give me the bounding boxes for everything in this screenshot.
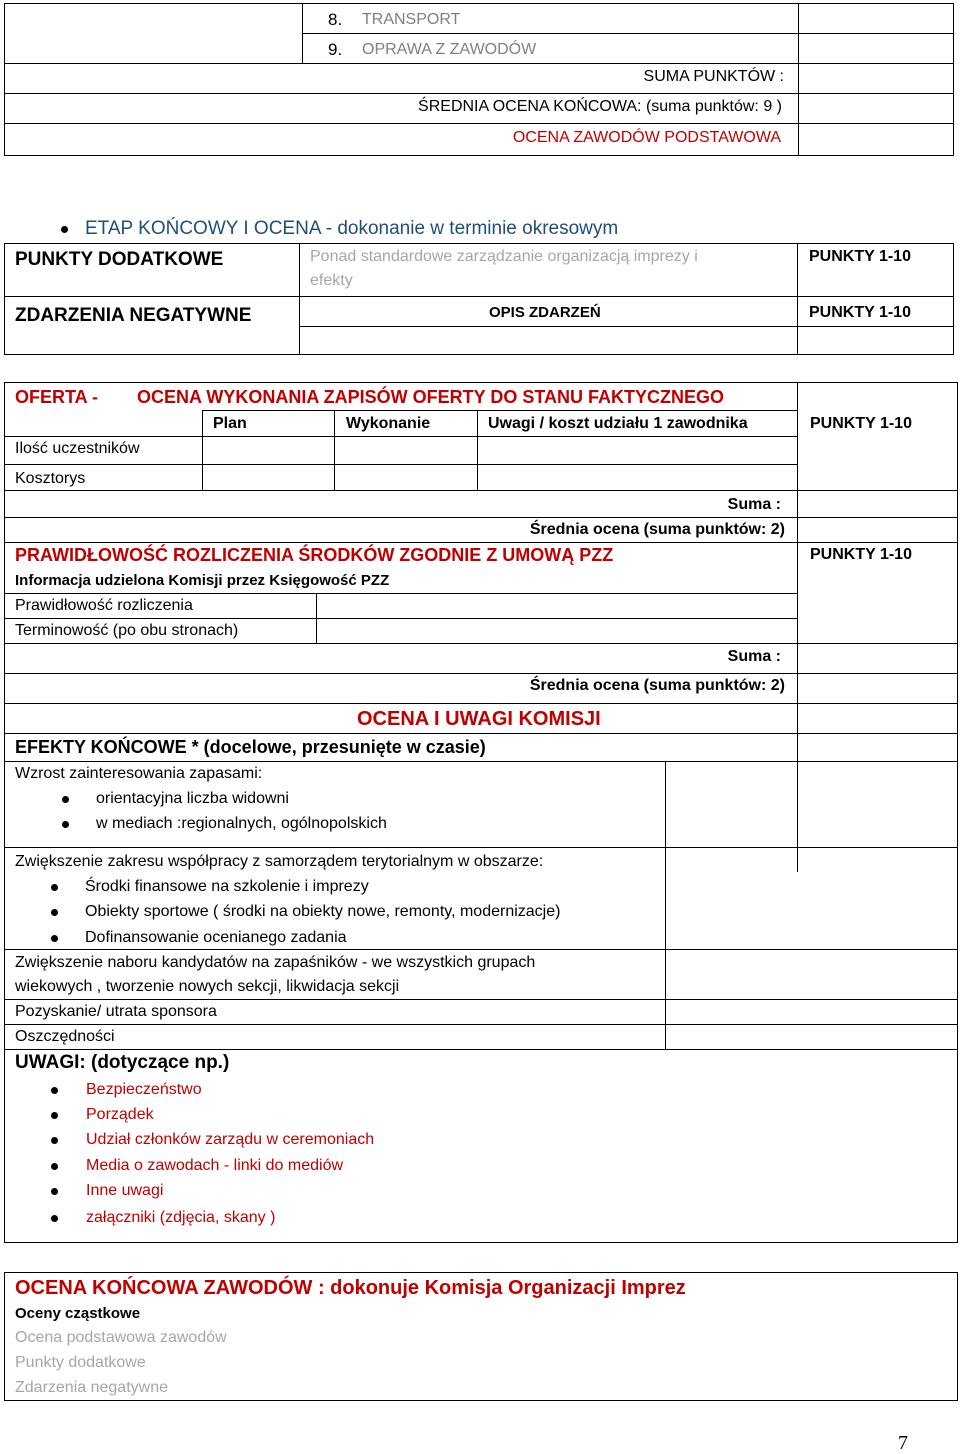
bullet-icon — [51, 1112, 58, 1119]
page-number: 7 — [898, 1432, 908, 1454]
oferta-suma: Suma : — [727, 496, 781, 513]
pozyskanie-sponsora: Pozyskanie/ utrata sponsora — [15, 1003, 217, 1020]
oferta-heading: OCENA WYKONANIA ZAPISÓW OFERTY DO STANU FAKTYCZNEGO — [137, 387, 725, 407]
uwagi-item: załączniki (zdjęcia, skany ) — [86, 1209, 276, 1226]
prawidlowosc-heading: PRAWIDŁOWOŚĆ ROZLICZENIA ŚRODKÓW ZGODNIE Z UMOWĄ PZZ — [15, 545, 614, 565]
wzrost-zainteresowania: Wzrost zainteresowania zapasami: — [15, 765, 263, 782]
col-uwagi: Uwagi / koszt udziału 1 zawodnika — [488, 415, 748, 432]
srednia-ocena-label: ŚREDNIA OCENA KOŃCOWA: (suma punktów: 9 ) — [418, 98, 782, 115]
list-item: Zdarzenia negatywne — [15, 1379, 168, 1396]
uwagi-item: Inne uwagi — [86, 1182, 164, 1199]
bullet-icon — [51, 1215, 58, 1222]
list-item: Środki finansowe na szkolenie i imprezy — [85, 878, 369, 895]
punkty-range-label: PUNKTY 1-10 — [809, 248, 911, 265]
list-item: orientacyjna liczba widowni — [96, 790, 289, 807]
ocena-koncowa-heading: OCENA KOŃCOWA ZAWODÓW : dokonuje Komisja Organizacji Imprez — [15, 1277, 686, 1299]
prawidlowosc-srednia: Średnia ocena (suma punktów: 2) — [529, 677, 785, 694]
prawidlowosc-punkty: PUNKTY 1-10 — [810, 546, 912, 563]
oszczednosci: Oszczędności — [15, 1028, 115, 1045]
ponad-standardowe-line2: efekty — [310, 272, 353, 289]
etap-heading: ETAP KOŃCOWY I OCENA - dokonanie w terminie okresowym — [85, 218, 619, 239]
oferta-label: OFERTA - — [15, 387, 98, 407]
bullet-icon — [62, 796, 69, 803]
bullet-icon — [51, 1137, 58, 1144]
list-item: w mediach :regionalnych, ogólnopolskich — [96, 815, 387, 832]
ponad-standardowe-line1: Ponad standardowe zarządzanie organizacją imprezy i — [310, 248, 698, 265]
uwagi-heading: UWAGI: (dotyczące np.) — [15, 1052, 230, 1073]
bullet-icon — [51, 909, 58, 916]
bullet-icon — [61, 226, 68, 233]
uwagi-item: Porządek — [86, 1106, 154, 1123]
uwagi-item: Media o zawodach - linki do mediów — [86, 1157, 344, 1174]
item-9-label: OPRAWA Z ZAWODÓW — [362, 41, 537, 58]
list-item: Punkty dodatkowe — [15, 1354, 146, 1371]
uwagi-item: Bezpieczeństwo — [86, 1081, 202, 1098]
list-item: Ocena podstawowa zawodów — [15, 1329, 227, 1346]
item-8-label: TRANSPORT — [362, 11, 461, 28]
komisja-heading: OCENA I UWAGI KOMISJI — [357, 708, 601, 730]
item-9-number: 9. — [328, 40, 343, 59]
opis-zdarzen-label: OPIS ZDARZEŃ — [489, 304, 601, 321]
nabor-line2: wiekowych , tworzenie nowych sekcji, likwidacja sekcji — [15, 978, 400, 995]
bullet-icon — [51, 1163, 58, 1170]
col-wykonanie: Wykonanie — [346, 415, 431, 432]
bullet-icon — [51, 1087, 58, 1094]
list-item: Obiekty sportowe ( środki na obiekty nowe, remonty, modernizacje) — [85, 903, 561, 920]
efekty-koncowe: EFEKTY KOŃCOWE * (docelowe, przesunięte w czasie) — [15, 737, 486, 757]
list-item: Dofinansowanie ocenianego zadania — [85, 929, 347, 946]
row-prawidlowosc-rozliczenia: Prawidłowość rozliczenia — [15, 597, 193, 614]
bullet-icon — [51, 884, 58, 891]
punkty-dodatkowe-label: PUNKTY DODATKOWE — [15, 249, 224, 270]
ocena-podstawowa-label: OCENA ZAWODÓW PODSTAWOWA — [512, 129, 781, 146]
row-ilosc-uczestnikow: Ilość uczestników — [15, 440, 140, 457]
zdarzenia-negatywne-label: ZDARZENIA NEGATYWNE — [15, 305, 252, 326]
informacja-ksiegowosc: Informacja udzielona Komisji przez Księgowość PZZ — [15, 572, 390, 589]
suma-punktow-label: SUMA PUNKTÓW : — [643, 68, 784, 85]
row-terminowosc: Terminowość (po obu stronach) — [15, 622, 239, 639]
oceny-czastkowe: Oceny cząstkowe — [15, 1305, 141, 1322]
uwagi-item: Udział członków zarządu w ceremoniach — [86, 1131, 375, 1148]
col-plan: Plan — [213, 415, 247, 432]
oferta-srednia: Średnia ocena (suma punktów: 2) — [529, 521, 785, 538]
zwiekszenie-zakresu: Zwiększenie zakresu współpracy z samorządem terytorialnym w obszarze: — [15, 853, 544, 870]
item-8-number: 8. — [328, 10, 343, 29]
nabor-line1: Zwiększenie naboru kandydatów na zapaśników - we wszystkich grupach — [15, 954, 536, 971]
bullet-icon — [51, 935, 58, 942]
col-punkty: PUNKTY 1-10 — [810, 415, 912, 432]
prawidlowosc-suma: Suma : — [727, 648, 781, 665]
row-kosztorys: Kosztorys — [15, 470, 86, 487]
punkty-range-label: PUNKTY 1-10 — [809, 304, 911, 321]
bullet-icon — [62, 821, 69, 828]
bullet-icon — [51, 1188, 58, 1195]
